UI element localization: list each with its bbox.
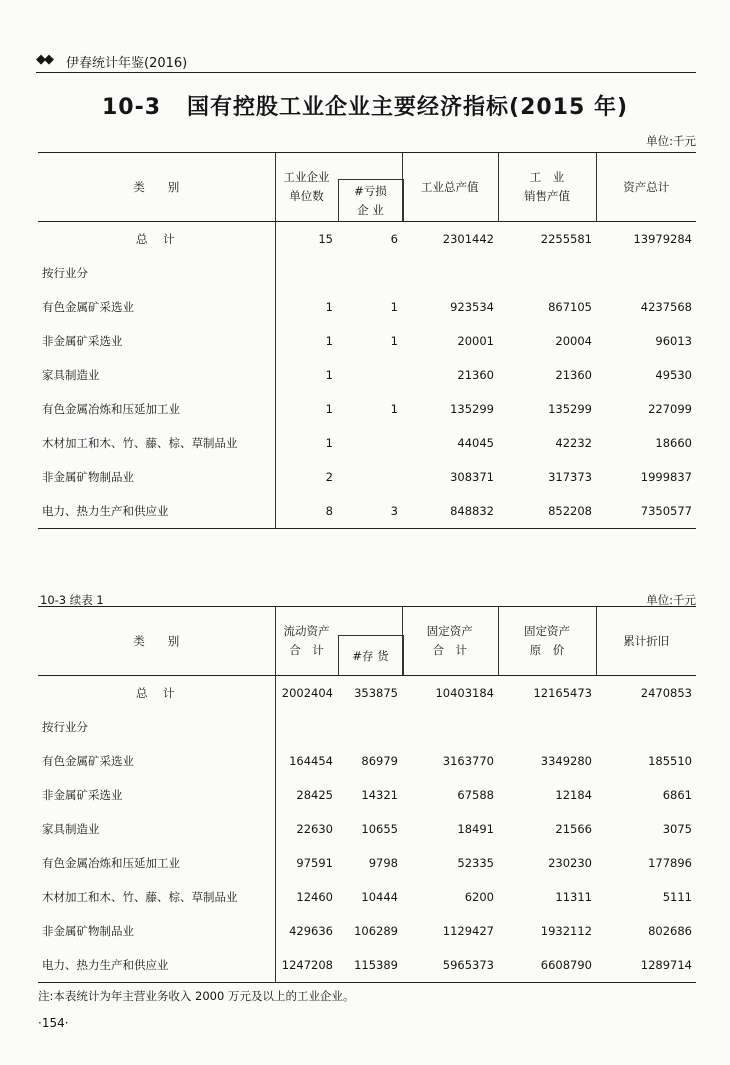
cell: 802686 xyxy=(648,924,692,938)
header-fixed-l1: 固定资产 xyxy=(426,624,473,638)
cell: 230230 xyxy=(548,856,592,870)
running-header xyxy=(36,52,696,73)
row-name: 家具制造业 xyxy=(42,822,100,836)
cell: 1 xyxy=(275,426,337,460)
cell xyxy=(337,426,402,460)
cell: 848832 xyxy=(402,494,498,529)
table-row-total xyxy=(38,676,696,711)
header-sales-l2: 销售产值 xyxy=(524,189,570,203)
header-fixed-l2: 合 计 xyxy=(432,643,467,657)
row-name: 有色金属冶炼和压延加工业 xyxy=(42,856,180,870)
cell: 115389 xyxy=(337,948,402,983)
header-loss-l1: #亏损 xyxy=(354,184,387,198)
cell: 11311 xyxy=(555,890,592,904)
cell: 2002404 xyxy=(275,676,337,711)
cell: 12184 xyxy=(555,788,592,802)
row-name: 总 计 xyxy=(136,686,177,700)
table-row xyxy=(38,948,696,983)
cell: 185510 xyxy=(648,754,692,768)
page-number: ·154· xyxy=(38,1016,69,1030)
cell: 429636 xyxy=(275,914,337,948)
cell: 7350577 xyxy=(596,494,696,529)
cell: 21566 xyxy=(555,822,592,836)
cell: 5965373 xyxy=(402,948,498,983)
cell: 1 xyxy=(390,300,398,314)
cell: 6608790 xyxy=(498,948,596,983)
cell: 1 xyxy=(275,290,337,324)
table-row xyxy=(38,846,696,880)
cell: 49530 xyxy=(655,368,692,382)
cell: 20001 xyxy=(457,334,494,348)
cell: 4237568 xyxy=(640,300,692,314)
header-fixed-orig-l1: 固定资产 xyxy=(524,624,570,638)
table-row xyxy=(38,880,696,914)
cell: 3075 xyxy=(662,822,692,836)
section-label: 按行业分 xyxy=(42,720,88,734)
cell: 96013 xyxy=(655,334,692,348)
table-row-total xyxy=(38,222,696,257)
row-name: 非金属矿物制品业 xyxy=(42,470,134,484)
cell: 42232 xyxy=(555,436,592,450)
table-row xyxy=(38,812,696,846)
row-name: 木材加工和木、竹、藤、棕、草制品业 xyxy=(42,436,238,450)
cell: 1 xyxy=(275,358,337,392)
cell xyxy=(337,460,402,494)
cell: 18660 xyxy=(655,436,692,450)
cell: 164454 xyxy=(275,744,337,778)
table-row xyxy=(38,494,696,529)
header-depreciation: 累计折旧 xyxy=(596,607,696,676)
cell: 2 xyxy=(275,460,337,494)
cell: 6200 xyxy=(464,890,494,904)
cell: 18491 xyxy=(457,822,494,836)
table-number: 10-3 xyxy=(101,95,162,120)
unit-label-2: 单位:千元 xyxy=(646,593,696,607)
cell: 106289 xyxy=(354,924,398,938)
cell: 10655 xyxy=(361,822,398,836)
cell: 353875 xyxy=(354,686,398,700)
cell: 923534 xyxy=(450,300,494,314)
header-inventory: #存 货 xyxy=(352,649,389,663)
row-name: 非金属矿采选业 xyxy=(42,334,123,348)
table-title: 国有控股工业企业主要经济指标(2015 年) xyxy=(187,95,629,120)
row-name: 非金属矿采选业 xyxy=(42,788,123,802)
cell: 227099 xyxy=(648,402,692,416)
cell: 10403184 xyxy=(435,686,494,700)
cell: 1 xyxy=(275,392,337,426)
cell: 1 xyxy=(390,334,398,348)
cell: 177896 xyxy=(648,856,692,870)
table-row-section xyxy=(38,710,696,744)
table-row xyxy=(38,392,696,426)
cell: 8 xyxy=(275,494,337,529)
cell: 9798 xyxy=(368,856,398,870)
cell: 1129427 xyxy=(442,924,494,938)
cell: 67588 xyxy=(457,788,494,802)
cell: 22630 xyxy=(275,812,337,846)
cell: 3 xyxy=(337,494,402,529)
header-sales xyxy=(498,153,596,222)
cell: 15 xyxy=(275,222,337,257)
cell: 3163770 xyxy=(442,754,494,768)
cell: 867105 xyxy=(548,300,592,314)
header-units-l2: 单位数 xyxy=(289,189,324,203)
row-name: 非金属矿物制品业 xyxy=(42,924,134,938)
table-row xyxy=(38,290,696,324)
cell: 1247208 xyxy=(275,948,337,983)
header-units-group xyxy=(275,153,402,222)
cell: 1 xyxy=(390,402,398,416)
cell: 44045 xyxy=(457,436,494,450)
cell: 1289714 xyxy=(596,948,696,983)
table-row xyxy=(38,744,696,778)
cell: 135299 xyxy=(548,402,592,416)
continuation-label: 10-3 续表 1 xyxy=(40,593,104,607)
cell: 2470853 xyxy=(640,686,692,700)
cell: 52335 xyxy=(457,856,494,870)
diamond-icon: ◆◆ xyxy=(36,52,52,67)
cell: 14321 xyxy=(361,788,398,802)
table-row xyxy=(38,358,696,392)
header-current-l1: 流动资产 xyxy=(283,624,330,638)
footnote: 注:本表统计为年主营业务收入 2000 万元及以上的工业企业。 xyxy=(38,989,355,1003)
cell: 21360 xyxy=(555,368,592,382)
row-name: 木材加工和木、竹、藤、棕、草制品业 xyxy=(42,890,238,904)
cell: 2301442 xyxy=(442,232,494,246)
cell: 1 xyxy=(275,324,337,358)
table-continued xyxy=(38,606,696,983)
header-fixed xyxy=(402,607,498,676)
row-name: 电力、热力生产和供应业 xyxy=(38,948,275,983)
table-row-section xyxy=(38,256,696,290)
yearbook-title: 伊春统计年鉴(2016) xyxy=(66,56,188,71)
table-row xyxy=(38,914,696,948)
cell: 20004 xyxy=(555,334,592,348)
cell: 6861 xyxy=(662,788,692,802)
cell: 2255581 xyxy=(540,232,592,246)
section-label: 按行业分 xyxy=(42,266,88,280)
cell: 1999837 xyxy=(640,470,692,484)
header-assets: 资产总计 xyxy=(596,153,696,222)
header-sales-l1: 工 业 xyxy=(529,170,565,184)
row-name: 有色金属冶炼和压延加工业 xyxy=(42,402,180,416)
cell: 86979 xyxy=(361,754,398,768)
cell: 5111 xyxy=(662,890,692,904)
row-name: 家具制造业 xyxy=(42,368,100,382)
cell: 317373 xyxy=(548,470,592,484)
header-category: 类 别 xyxy=(38,607,275,676)
header-fixed-orig-l2: 原 价 xyxy=(529,643,565,657)
cell: 12165473 xyxy=(533,686,592,700)
cell: 852208 xyxy=(498,494,596,529)
cell: 135299 xyxy=(450,402,494,416)
header-current-group xyxy=(275,607,402,676)
header-units-l1: 工业企业 xyxy=(283,170,330,184)
table-row xyxy=(38,778,696,812)
cell: 12460 xyxy=(275,880,337,914)
header-loss-l2: 企 业 xyxy=(357,203,384,217)
header-output: 工业总产值 xyxy=(402,153,498,222)
row-name: 电力、热力生产和供应业 xyxy=(38,494,275,529)
cell: 28425 xyxy=(275,778,337,812)
row-name: 有色金属矿采选业 xyxy=(42,300,134,314)
table-row xyxy=(38,460,696,494)
row-name: 有色金属矿采选业 xyxy=(42,754,134,768)
table-row xyxy=(38,324,696,358)
header-category: 类 别 xyxy=(38,153,275,222)
page-title xyxy=(0,90,730,121)
row-name: 总 计 xyxy=(136,232,177,246)
cell: 6 xyxy=(390,232,398,246)
cell: 21360 xyxy=(457,368,494,382)
table-row xyxy=(38,426,696,460)
cell: 3349280 xyxy=(540,754,592,768)
table-main xyxy=(38,152,696,529)
header-current-l2: 合 计 xyxy=(289,643,324,657)
cell: 1932112 xyxy=(540,924,592,938)
cell: 308371 xyxy=(450,470,494,484)
unit-label: 单位:千元 xyxy=(646,134,696,148)
header-fixed-orig xyxy=(498,607,596,676)
cell xyxy=(337,358,402,392)
cell: 10444 xyxy=(361,890,398,904)
cell: 97591 xyxy=(275,846,337,880)
cell: 13979284 xyxy=(633,232,692,246)
